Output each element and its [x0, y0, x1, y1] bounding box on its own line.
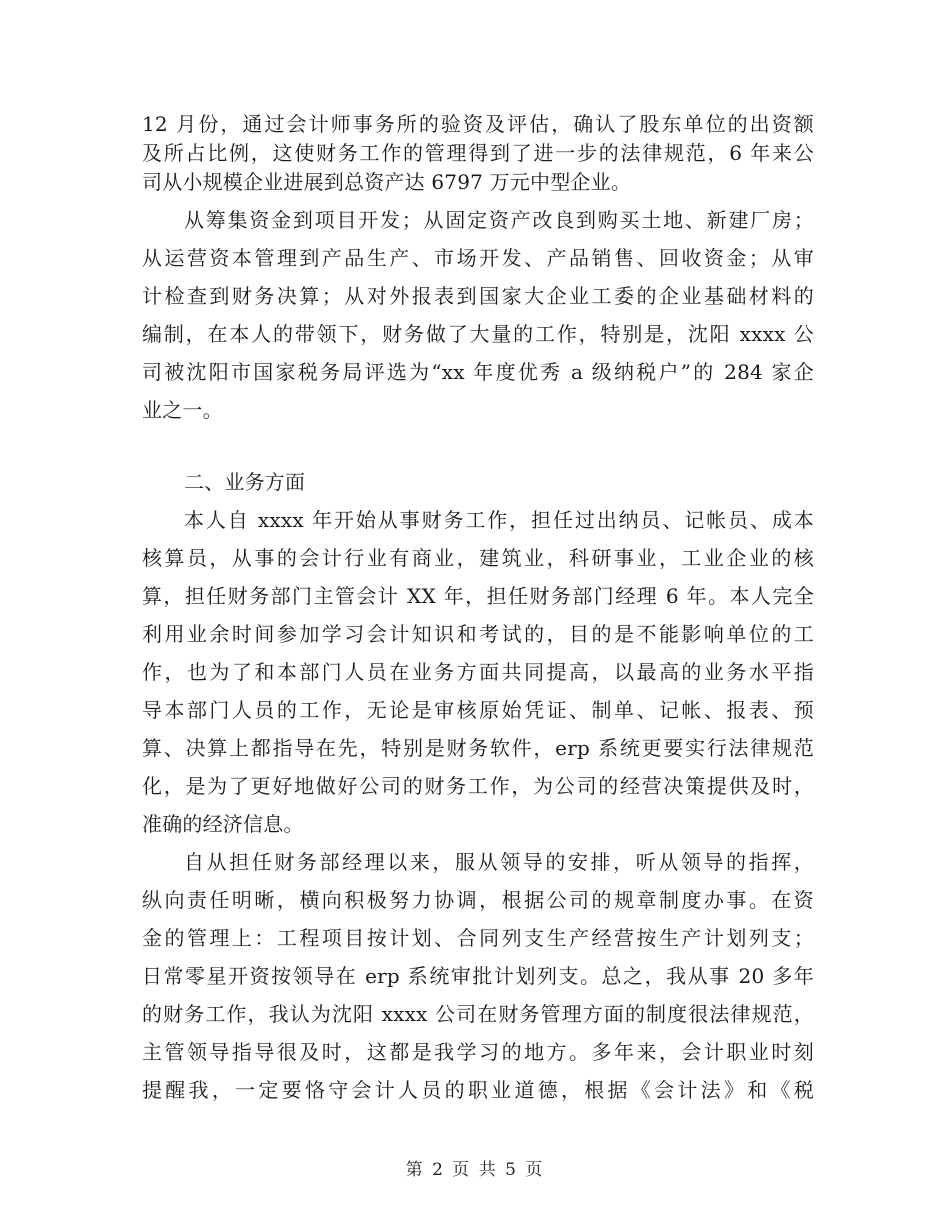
- text-line: 提醒我，一定要恪守会计人员的职业道德，根据《会计法》和《税: [142, 1078, 814, 1102]
- text-line: 编制，在本人的带领下，财务做了大量的工作，特别是，沈阳 xxxx 公: [142, 322, 814, 346]
- text-line: 金的管理上：工程项目按计划、合同列支生产经营按生产计划列支；: [142, 926, 814, 950]
- text-line: 准确的经济信息。: [142, 812, 304, 836]
- text-line: 核算员，从事的会计行业有商业，建筑业，科研事业，工业企业的核: [142, 546, 814, 570]
- text-line: 从运营资本管理到产品生产、市场开发、产品销售、回收资金；从审: [142, 246, 814, 270]
- text-line: 12 月份，通过会计师事务所的验资及评估，确认了股东单位的出资额: [142, 112, 814, 136]
- paragraph: [142, 506, 814, 839]
- paragraph: [142, 848, 814, 1105]
- text-line: 计检查到财务决算；从对外报表到国家大企业工委的企业基础材料的: [142, 284, 814, 308]
- text-line: 主管领导指导很及时，这都是我学习的地方。多年来，会计职业时刻: [142, 1040, 814, 1064]
- text-line: 化，是为了更好地做好公司的财务工作，为公司的经营决策提供及时，: [142, 774, 814, 798]
- text-line: 司被沈阳市国家税务局评选为“xx 年度优秀 a 级纳税户”的 284 家企: [142, 360, 814, 384]
- text-line: 算，担任财务部门主管会计 XX 年，担任财务部门经理 6 年。本人完全: [142, 584, 814, 608]
- text-line: 纵向责任明晰，横向积极努力协调，根据公司的规章制度办事。在资: [142, 888, 814, 912]
- paragraph: [142, 110, 814, 197]
- document-body: [142, 110, 814, 1105]
- text-line: 算、决算上都指导在先，特别是财务软件，erp 系统更要实行法律规范: [142, 736, 814, 760]
- text-line: 从筹集资金到项目开发；从固定资产改良到购买土地、新建厂房；: [184, 208, 814, 232]
- text-line: 本人自 xxxx 年开始从事财务工作，担任过出纳员、记帐员、成本: [184, 508, 814, 532]
- text-line: 利用业余时间参加学习会计知识和考试的，目的是不能影响单位的工: [142, 622, 814, 646]
- section-heading: 二、业务方面: [184, 470, 306, 494]
- text-line: 司从小规模企业进展到总资产达 6797 万元中型企业。: [142, 170, 632, 194]
- text-line: 自从担任财务部经理以来，服从领导的安排，听从领导的指挥，: [184, 850, 814, 874]
- text-line: 日常零星开资按领导在 erp 系统审批计划列支。总之，我从事 20 多年: [142, 964, 814, 988]
- text-line: 的财务工作，我认为沈阳 xxxx 公司在财务管理方面的制度很法律规范，: [142, 1002, 814, 1026]
- page-number-footer: 第 2 页 共 5 页: [405, 1160, 545, 1180]
- text-line: 导本部门人员的工作，无论是审核原始凭证、制单、记帐、报表、预: [142, 698, 814, 722]
- paragraph: [142, 206, 814, 425]
- text-line: 及所占比例，这使财务工作的管理得到了进一步的法律规范，6 年来公: [142, 141, 814, 165]
- text-line: 作，也为了和本部门人员在业务方面共同提高，以最高的业务水平指: [142, 660, 814, 684]
- text-line: 业之一。: [142, 398, 223, 422]
